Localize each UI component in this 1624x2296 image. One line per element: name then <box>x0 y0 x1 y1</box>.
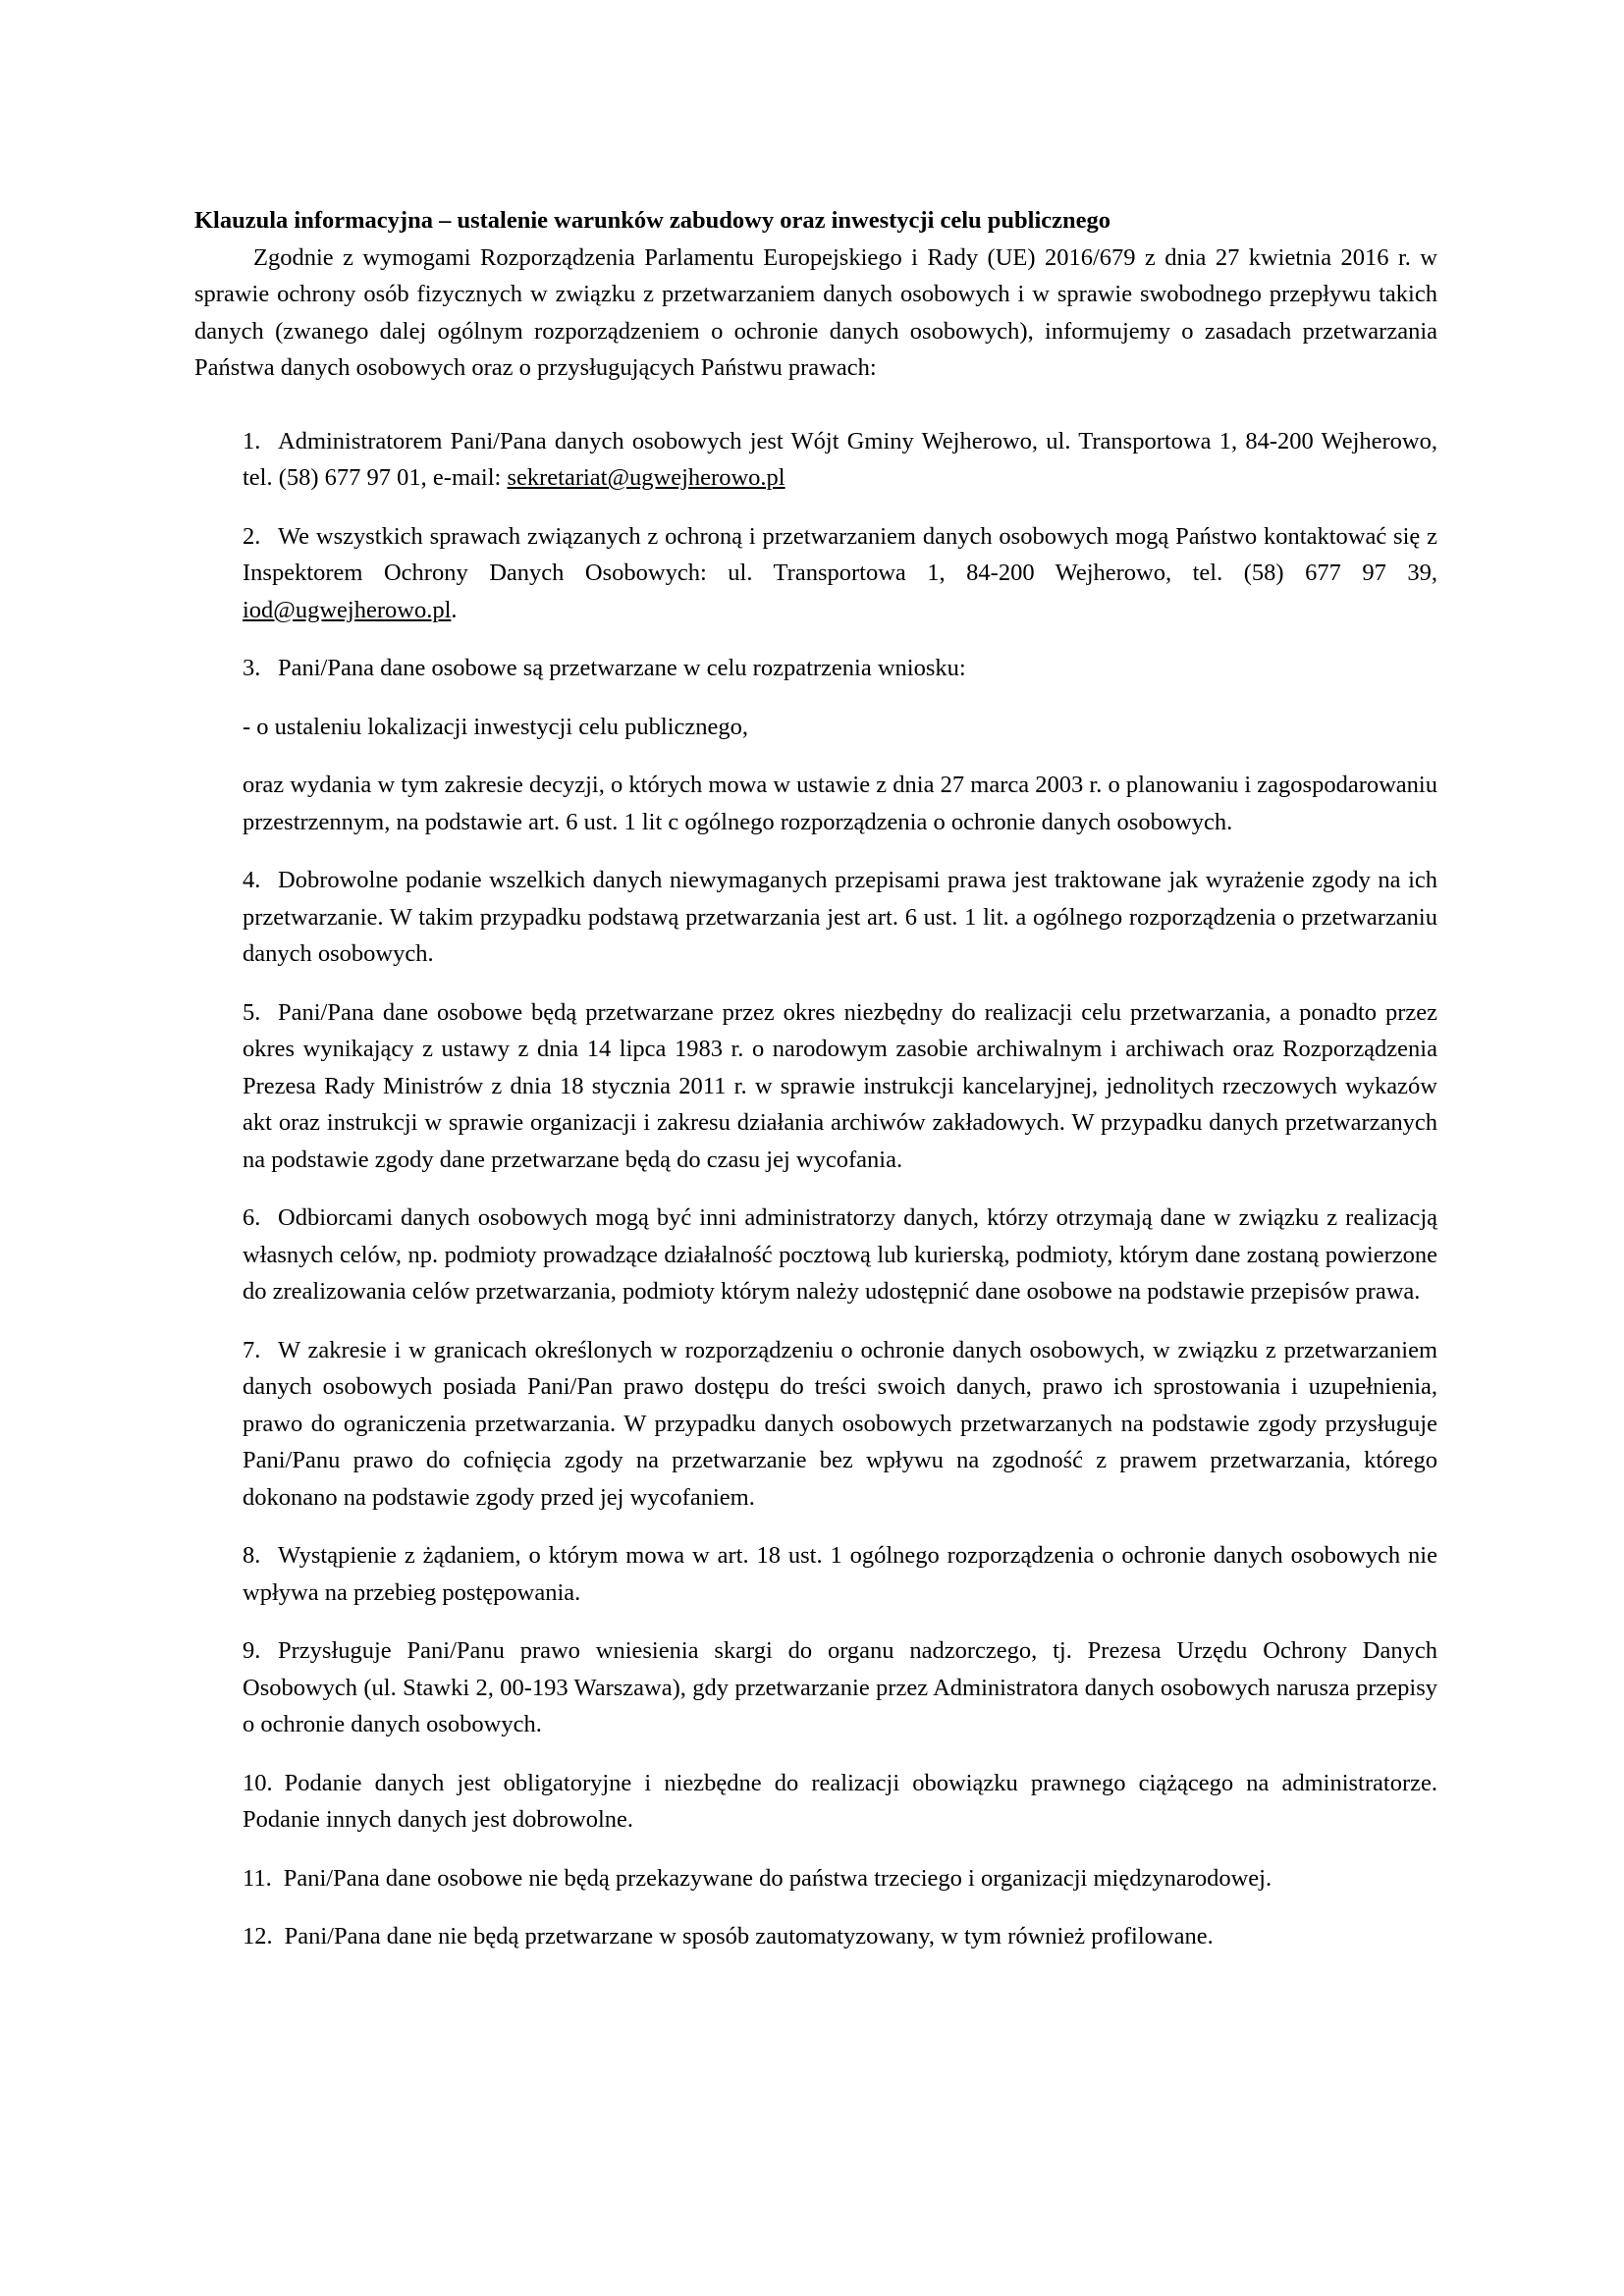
list-item <box>243 1918 1437 1955</box>
list-item <box>243 862 1437 973</box>
list-item-text: Przysługuje Pani/Panu prawo wniesienia skargi do organu nadzorczego, tj. Prezesa Urzędu Ochrony Danych Osobowych (ul. Stawki 2, 00-193 Warszawa), gdy przetwarzanie przez Administratora danych osobowych narusza przepisy o ochronie danych osobowych. <box>243 1637 1437 1737</box>
list-item <box>243 1860 1437 1897</box>
list-item-text: Pani/Pana dane osobowe będą przetwarzane przez okres niezbędny do realizacji celu przetwarzania, a ponadto przez okres wynikający z ustawy z dnia 14 lipca 1983 r. o narodowym zasobie archiwalnym i archiwach oraz Rozporządzenia Prezesa Rady Ministrów z dnia 18 stycznia 2011 r. w sprawie instrukcji kancelaryjnej, jednolitych rzeczowych wykazów akt oraz instrukcji w sprawie organizacji i zakresu działania archiwów zakładowych. W przypadku danych przetwarzanych na podstawie zgody dane przetwarzane będą do czasu jej wycofania. <box>243 998 1437 1173</box>
email-link-iod[interactable]: iod@ugwejherowo.pl <box>243 596 452 623</box>
list-item-number: 5. <box>243 998 261 1026</box>
list-item <box>243 1632 1437 1743</box>
list-item <box>243 650 1437 687</box>
list-item-text: Pani/Pana dane osobowe są przetwarzane w celu rozpatrzenia wniosku: <box>278 655 966 681</box>
list-item-text: We wszystkich sprawach związanych z ochroną i przetwarzaniem danych osobowych mogą Państwo kontaktować się z Inspektorem Ochrony Danych Osobowych: ul. Transportowa 1, 84-200 Wejherowo, tel. (58) 677 97 39, <box>243 522 1437 586</box>
list-item-number: 11. <box>243 1864 272 1892</box>
email-link-sekretariat[interactable]: sekretariat@ugwejherowo.pl <box>507 464 785 491</box>
list-item-number: 7. <box>243 1336 261 1363</box>
document-title: Klauzula informacyjna – ustalenie warunków zabudowy oraz inwestycji celu publicznego <box>194 207 1111 234</box>
intro-paragraph: Zgodnie z wymogami Rozporządzenia Parlamentu Europejskiego i Rady (UE) 2016/679 z dnia 27 kwietnia 2016 r. w sprawie ochrony osób fizycznych w związku z przetwarzaniem danych osobowych i w sprawie swobodnego przepływu takich danych (zwanego dalej ogólnym rozporządzeniem o ochronie danych osobowych), informujemy o zasadach przetwarzania Państwa danych osobowych oraz o przysługujących Państwu prawach: <box>194 243 1437 381</box>
list-item-number: 9. <box>243 1637 261 1664</box>
list-item-number: 12. <box>243 1923 273 1949</box>
list-item-number: 10. <box>243 1769 273 1796</box>
list-item-text: Pani/Pana dane osobowe nie będą przekazywane do państwa trzeciego i organizacji międzynarodowej. <box>283 1864 1272 1892</box>
list-item-number: 4. <box>243 867 261 893</box>
list-item-number: 1. <box>243 427 261 454</box>
list-subitem: oraz wydania w tym zakresie decyzji, o których mowa w ustawie z dnia 27 marca 2003 r. o planowaniu i zagospodarowaniu przestrzennym, na podstawie art. 6 ust. 1 lit c ogólnego rozporządzenia o ochronie danych osobowych. <box>243 772 1437 835</box>
list-item-text: W zakresie i w granicach określonych w rozporządzeniu o ochronie danych osobowych, w związku z przetwarzaniem danych osobowych posiada Pani/Pan prawo dostępu do treści swoich danych, prawo ich sprostowania i uzupełnienia, prawo do ograniczenia przetwarzania. W przypadku danych osobowych przetwarzanych na podstawie zgody przysługuje Pani/Panu prawo do cofnięcia zgody na przetwarzanie bez wpływu na zgodność z prawem przetwarzania, którego dokonano na podstawie zgody przed jej wycofaniem. <box>243 1336 1437 1511</box>
list-subitem: - o ustaleniu lokalizacji inwestycji celu publicznego, <box>243 713 749 740</box>
list-item-text: Wystąpienie z żądaniem, o którym mowa w art. 18 ust. 1 ogólnego rozporządzenia o ochronie danych osobowych nie wpływa na przebieg postępowania. <box>243 1542 1437 1606</box>
list-item-number: 3. <box>243 655 261 681</box>
list-item <box>243 1332 1437 1517</box>
list-item-number: 6. <box>243 1204 261 1231</box>
list-item-text: Odbiorcami danych osobowych mogą być inni administratorzy danych, którzy otrzymają dane w związku z realizacją własnych celów, np. podmioty prowadzące działalność pocztową lub kurierską, podmioty, którym dane zostaną powierzone do zrealizowania celów przetwarzania, podmioty którym należy udostępnić dane osobowe na podstawie przepisów prawa. <box>243 1204 1437 1305</box>
list-item-text: Pani/Pana dane nie będą przetwarzane w sposób zautomatyzowany, w tym również profilowane. <box>284 1923 1214 1949</box>
list-item <box>243 1200 1437 1310</box>
list-item <box>243 1537 1437 1611</box>
clause-list-rest <box>243 862 1437 1955</box>
list-item-tail: . <box>451 596 458 623</box>
list-item-text: Dobrowolne podanie wszelkich danych niewymaganych przepisami prawa jest traktowane jak wyrażenie zgody na ich przetwarzanie. W takim przypadku podstawą przetwarzania jest art. 6 ust. 1 lit. a ogólnego rozporządzenia o przetwarzaniu danych osobowych. <box>243 867 1437 967</box>
list-item <box>243 1765 1437 1839</box>
list-item <box>243 423 1437 497</box>
list-item-text: Administratorem Pani/Pana danych osobowych jest Wójt Gminy Wejherowo, ul. Transportowa 1, 84-200 Wejherowo, tel. (58) 677 97 01, e-mail: <box>243 427 1437 491</box>
document-page <box>194 202 1437 1977</box>
list-item-number: 2. <box>243 522 261 550</box>
list-item <box>243 518 1437 629</box>
clause-list <box>243 423 1437 1955</box>
list-item <box>243 994 1437 1179</box>
list-item-text: Podanie danych jest obligatoryjne i niezbędne do realizacji obowiązku prawnego ciążącego na administratorze. Podanie innych danych jest dobrowolne. <box>243 1769 1437 1833</box>
list-item-number: 8. <box>243 1542 261 1569</box>
